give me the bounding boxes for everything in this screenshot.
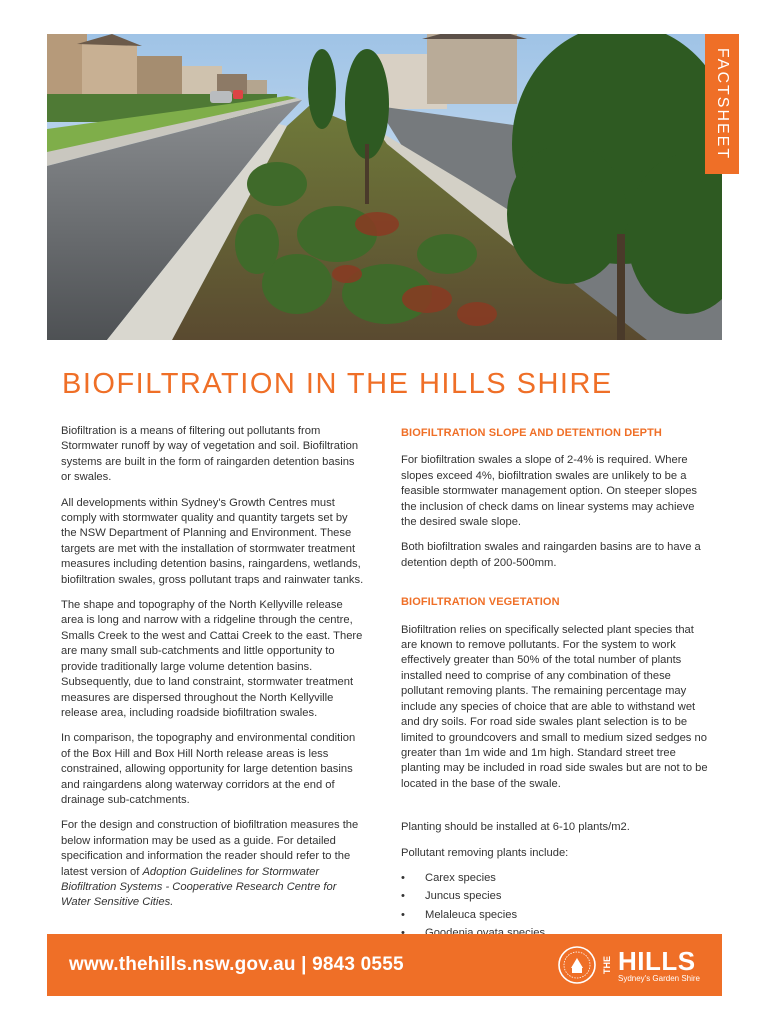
slope-depth-heading: BIOFILTRATION SLOPE AND DETENTION DEPTH: [401, 427, 662, 439]
brand-tagline: Sydney's Garden Shire: [617, 973, 700, 983]
slope-paragraph: For biofiltration swales a slope of 2-4% is required. Where slopes exceed 4%, biofiltration swales are unlikely to be a feasible stormwater management option. On steeper slopes the inclusion of check dams on linear systems may achieve the desired swale slope.: [401, 454, 698, 529]
footer-band: [47, 934, 722, 996]
detention-depth-paragraph: Both biofiltration swales and raingarden basins are to have a detention depth of 200-500mm.: [401, 541, 701, 569]
factsheet-label: FACTSHEET: [714, 47, 732, 161]
box-hill-paragraph: In comparison, the topography and environmental condition of the Box Hill and Box Hill North release areas is less constrained, allowing opportunity for large detention basins and raingardens along waterway corridors at the end of drainage sub-catchments.: [61, 732, 356, 806]
vegetation-paragraph: Biofiltration relies on specifically selected plant species that are known to remove pollutants. For the system to work effectively greater than 50% of the total number of plants installed need to comprise of any combination of these pollutant removing plants. The remaining percentage may include any species of choice that are able to withstand wet and dry soils. For road side swales plant selection is to be limited to groundcovers and small to medium sized sedges no greater than 1m wide and 1m high. Standard street tree planting may be included in road side swales but are not to be located in the base of the swale.: [401, 623, 708, 790]
plant-list: [401, 871, 711, 942]
guide-lead-text: For the design and construction of biofiltration measures the below information may be used as a guide. For detailed specification and information the reader should refer to the latest version of: [61, 819, 359, 878]
guide-paragraph: [61, 818, 366, 910]
right-column: [401, 424, 711, 945]
list-item: • Juncus species: [401, 889, 711, 904]
footer-contact-link[interactable]: www.thehills.nsw.gov.au | 9843 0555: [69, 954, 404, 975]
list-item: • Melaleuca species: [401, 908, 711, 923]
intro-paragraph: Biofiltration is a means of filtering out pollutants from Stormwater runoff by way of vegetation and soil. Biofiltration systems are built in the form of raingarden detention basins or swales.: [61, 425, 359, 484]
plants-intro: Pollutant removing plants include:: [401, 846, 569, 859]
left-column: [61, 424, 366, 921]
council-logo: [557, 945, 700, 985]
council-seal-icon: [557, 945, 597, 985]
vegetation-heading: BIOFILTRATION VEGETATION: [401, 596, 560, 609]
roadside-swale-illustration: [47, 34, 722, 340]
guideline-reference: Adoption Guidelines for Stormwater Biofiltration Systems - Cooperative Research Centre for Water Sensitive Cities.: [61, 865, 337, 909]
hero-photo: [47, 34, 722, 340]
growth-centres-paragraph: All developments within Sydney's Growth Centres must comply with stormwater quality and quantity targets set by the NSW Department of Planning and Environment. These targets are met with the installation of stormwater treatment measures including detention basins, raingardens, wetlands, biofiltration swales, gross pollutant traps and rainwater tanks.: [61, 496, 364, 586]
north-kellyville-paragraph: The shape and topography of the North Kellyville release area is long and narrow with a ridgeline through the centre, Smalls Creek to the west and Cattai Creek to the east. There are many small sub-catchments and little opportunity to provide traditionally large volume detention basins. Subsequently, due to land constraint, stormwater treatment measures are dispersed throughout the North Kellyville release area, including roadside biofiltration swales.: [61, 599, 363, 719]
brand-the: THE: [601, 956, 612, 974]
page-title: BIOFILTRATION IN THE HILLS SHIRE: [62, 368, 613, 400]
factsheet-tab: [705, 34, 739, 174]
list-item: • Carex species: [401, 871, 711, 886]
planting-density-paragraph: Planting should be installed at 6-10 plants/m2.: [401, 821, 630, 834]
brand-name: HILLS: [617, 945, 696, 976]
